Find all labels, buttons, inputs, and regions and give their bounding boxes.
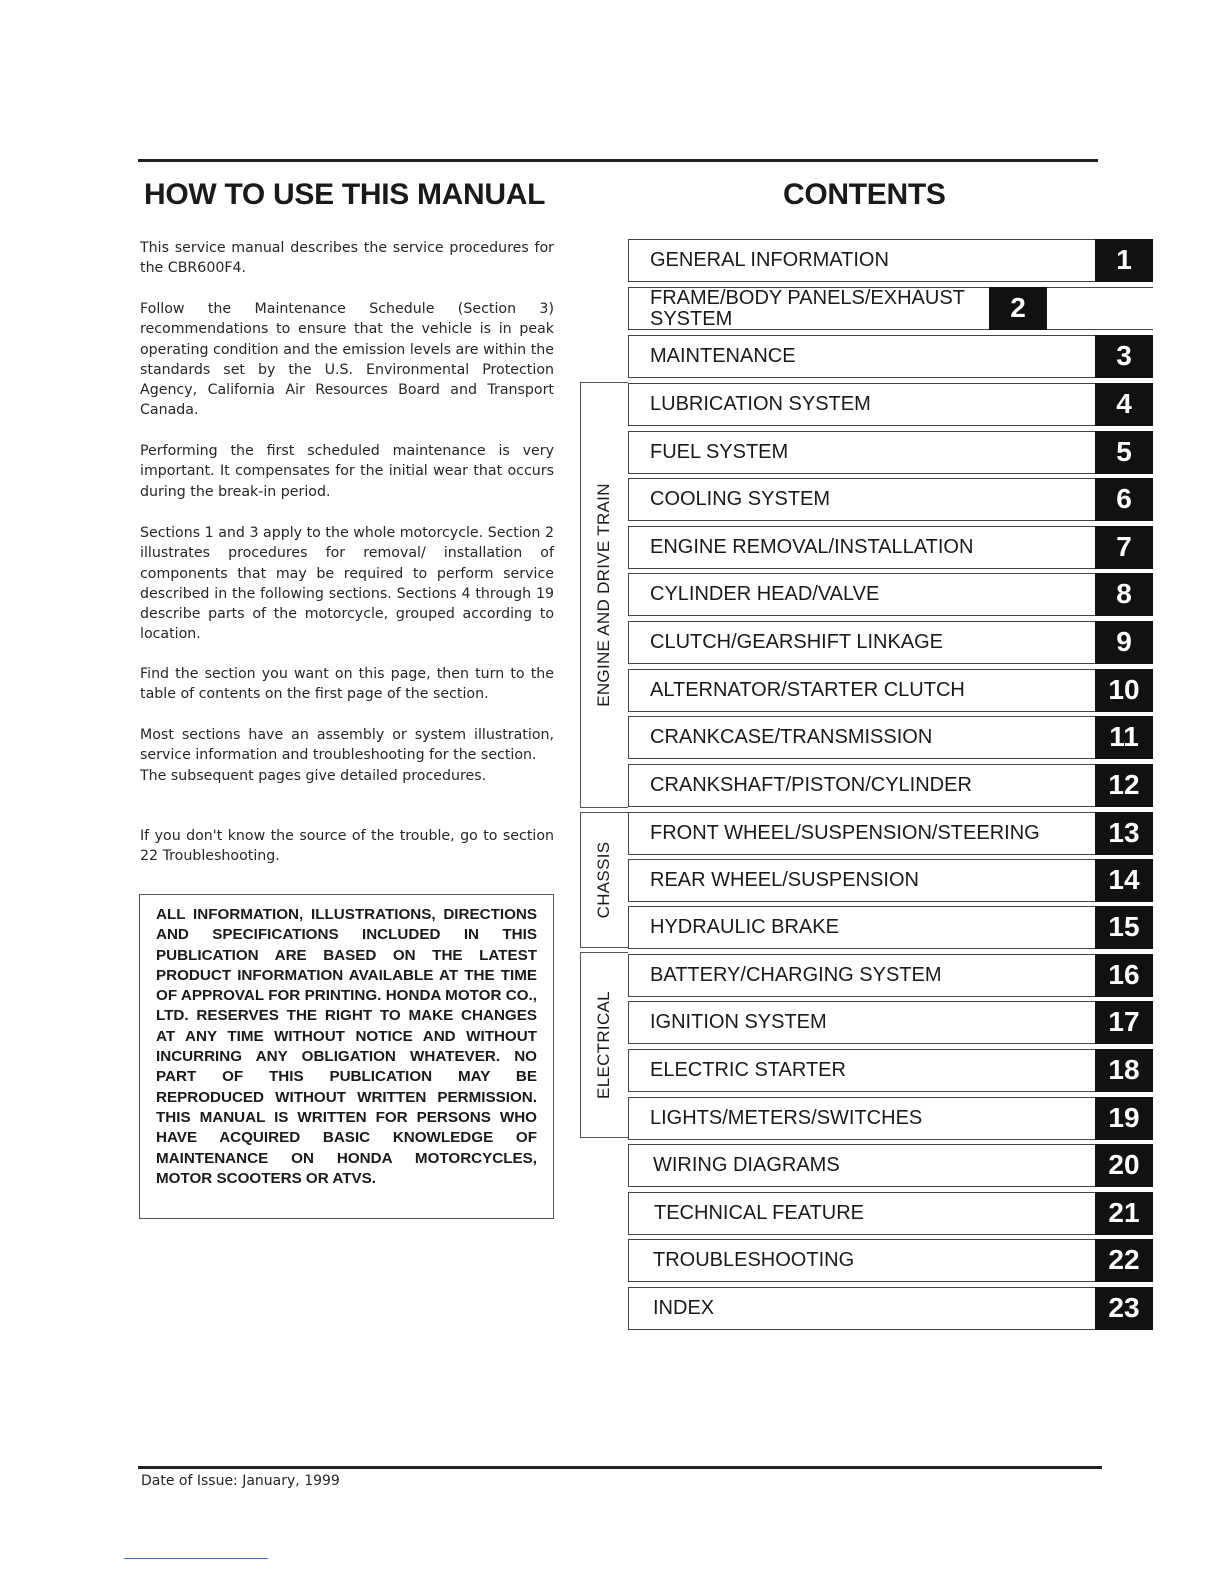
section-number-tab[interactable]: 4 xyxy=(1095,383,1153,426)
section-title: HYDRAULIC BRAKE xyxy=(650,916,839,938)
contents-row-23[interactable] xyxy=(628,1287,1153,1330)
contents-row-18[interactable] xyxy=(628,1049,1153,1092)
contents-row-22[interactable] xyxy=(628,1239,1153,1282)
section-number-tab[interactable]: 10 xyxy=(1095,669,1153,712)
contents-row-2[interactable] xyxy=(628,287,1153,330)
section-number-tab[interactable]: 5 xyxy=(1095,431,1153,474)
contents-row-1[interactable] xyxy=(628,239,1153,282)
section-number-tab[interactable]: 12 xyxy=(1095,764,1153,807)
section-number-tab[interactable]: 20 xyxy=(1095,1144,1153,1187)
issue-date: Date of Issue: January, 1999 xyxy=(141,1473,340,1489)
contents-row-9[interactable] xyxy=(628,621,1153,664)
section-title: FUEL SYSTEM xyxy=(650,441,789,463)
section-number-tab[interactable]: 6 xyxy=(1095,478,1153,521)
intro-paragraph-1: This service manual describes the service procedures for the CBR600F4. xyxy=(140,240,554,277)
section-title: ELECTRIC STARTER xyxy=(650,1059,846,1081)
section-number-tab[interactable]: 19 xyxy=(1095,1097,1153,1140)
contents-row-12[interactable] xyxy=(628,764,1153,807)
section-number-tab[interactable]: 9 xyxy=(1095,621,1153,664)
section-title: BATTERY/CHARGING SYSTEM xyxy=(650,964,942,986)
section-title: WIRING DIAGRAMS xyxy=(653,1154,840,1176)
contents-row-15[interactable] xyxy=(628,906,1153,949)
contents-row-19[interactable] xyxy=(628,1097,1153,1140)
contents-row-17[interactable] xyxy=(628,1001,1153,1044)
contents-row-7[interactable] xyxy=(628,526,1153,569)
section-title: COOLING SYSTEM xyxy=(650,488,831,510)
section-title: IGNITION SYSTEM xyxy=(650,1011,827,1033)
contents-title: CONTENTS xyxy=(783,178,946,211)
section-number-tab[interactable]: 15 xyxy=(1095,906,1153,949)
section-title: LIGHTS/METERS/SWITCHES xyxy=(650,1107,923,1129)
section-title: TROUBLESHOOTING xyxy=(653,1249,855,1271)
contents-row-8[interactable] xyxy=(628,573,1153,616)
section-title: GENERAL INFORMATION xyxy=(650,249,889,271)
intro-paragraph-7: If you don't know the source of the trouble, go to section 22 Troubleshooting. xyxy=(140,828,554,865)
contents-row-14[interactable] xyxy=(628,859,1153,902)
intro-paragraph-2: Follow the Maintenance Schedule (Section 3) recommendations to ensure that the vehicle is in peak operating condition and the emission levels are within the standards set by the U.S. Environmental Protection Agency, California Air Resources Board and Transport Canada. xyxy=(140,301,554,419)
section-number-tab[interactable]: 14 xyxy=(1095,859,1153,902)
contents-row-20[interactable] xyxy=(628,1144,1153,1187)
section-title: INDEX xyxy=(653,1297,715,1319)
section-title: MAINTENANCE xyxy=(650,345,796,367)
intro-paragraph-3: Performing the first scheduled maintenance is very important. It compensates for the initial wear that occurs during the break-in period. xyxy=(140,443,554,500)
notice-box xyxy=(139,894,554,1219)
section-title: ALTERNATOR/STARTER CLUTCH xyxy=(650,679,965,701)
contents-row-13[interactable] xyxy=(628,812,1153,855)
section-title: CLUTCH/GEARSHIFT LINKAGE xyxy=(650,631,944,653)
section-number-tab[interactable]: 17 xyxy=(1095,1001,1153,1044)
page-title: HOW TO USE THIS MANUAL xyxy=(144,178,546,211)
contents-row-10[interactable] xyxy=(628,669,1153,712)
contents-row-16[interactable] xyxy=(628,954,1153,997)
section-number-tab[interactable]: 7 xyxy=(1095,526,1153,569)
section-number-tab[interactable]: 1 xyxy=(1095,239,1153,282)
section-title: CYLINDER HEAD/VALVE xyxy=(650,583,880,605)
section-number-tab[interactable]: 8 xyxy=(1095,573,1153,616)
section-number-tab[interactable]: 18 xyxy=(1095,1049,1153,1092)
section-number-tab[interactable]: 21 xyxy=(1095,1192,1153,1235)
notice-text: ALL INFORMATION, ILLUSTRATIONS, DIRECTIONS AND SPECIFICATIONS INCLUDED IN THIS PUBLICATION ARE BASED ON THE LATEST PRODUCT INFORMATION AVAILABLE AT THE TIME OF APPROVAL FOR PRINTING. HONDA MOTOR CO., LTD. RESERVES THE RIGHT TO MAKE CHANGES AT ANY TIME WITHOUT NOTICE AND WITHOUT INCURRING ANY OBLIGATION WHATEVER. NO PART OF THIS PUBLICATION MAY BE REPRODUCED WITHOUT WRITTEN PERMISSION. THIS MANUAL IS WRITTEN FOR PERSONS WHO HAVE ACQUIRED BASIC KNOWLEDGE OF MAINTENANCE ON HONDA MOTORCYCLES, MOTOR SCOOTERS OR ATVS. xyxy=(156,906,537,1187)
section-number-tab[interactable]: 13 xyxy=(1095,812,1153,855)
group-label-engine: ENGINE AND DRIVE TRAIN xyxy=(594,483,613,707)
section-number-tab[interactable]: 16 xyxy=(1095,954,1153,997)
top-rule xyxy=(138,159,1098,162)
intro-paragraph-4: Sections 1 and 3 apply to the whole motorcycle. Section 2 illustrates procedures for removal/ installation of components that may be required to perform service described in the following sections. Sections 4 through 19 describe parts of the motorcycle, grouped according to location. xyxy=(140,525,554,643)
contents-row-6[interactable] xyxy=(628,478,1153,521)
section-title: FRONT WHEEL/SUSPENSION/STEERING xyxy=(650,822,1040,844)
section-title: LUBRICATION SYSTEM xyxy=(650,393,871,415)
contents-row-5[interactable] xyxy=(628,431,1153,474)
section-number-tab[interactable]: 11 xyxy=(1095,716,1153,759)
contents-row-11[interactable] xyxy=(628,716,1153,759)
section-number-tab[interactable]: 22 xyxy=(1095,1239,1153,1282)
section-title: REAR WHEEL/SUSPENSION xyxy=(650,869,919,891)
intro-paragraph-5: Find the section you want on this page, then turn to the table of contents on the first page of the section. xyxy=(140,666,554,703)
contents-row-21[interactable] xyxy=(628,1192,1153,1235)
contents-row-3[interactable] xyxy=(628,335,1153,378)
group-label-chassis: CHASSIS xyxy=(594,841,613,919)
contents-row-4[interactable] xyxy=(628,383,1153,426)
group-label-electrical: ELECTRICAL xyxy=(594,991,613,1099)
decorative-line xyxy=(124,1558,268,1559)
intro-paragraph-6: Most sections have an assembly or system illustration, service information and troubleshooting for the section. The subsequent pages give detailed procedures. xyxy=(140,727,554,784)
section-title: FRAME/BODY PANELS/EXHAUST SYSTEM xyxy=(650,286,965,330)
section-title: ENGINE REMOVAL/INSTALLATION xyxy=(650,536,974,558)
section-title: CRANKCASE/TRANSMISSION xyxy=(650,726,933,748)
section-number-tab[interactable]: 3 xyxy=(1095,335,1153,378)
section-number-tab[interactable]: 2 xyxy=(989,287,1047,330)
section-title: CRANKSHAFT/PISTON/CYLINDER xyxy=(650,774,972,796)
section-title: TECHNICAL FEATURE xyxy=(654,1202,865,1224)
section-number-tab[interactable]: 23 xyxy=(1095,1287,1153,1330)
bottom-rule xyxy=(138,1466,1102,1469)
